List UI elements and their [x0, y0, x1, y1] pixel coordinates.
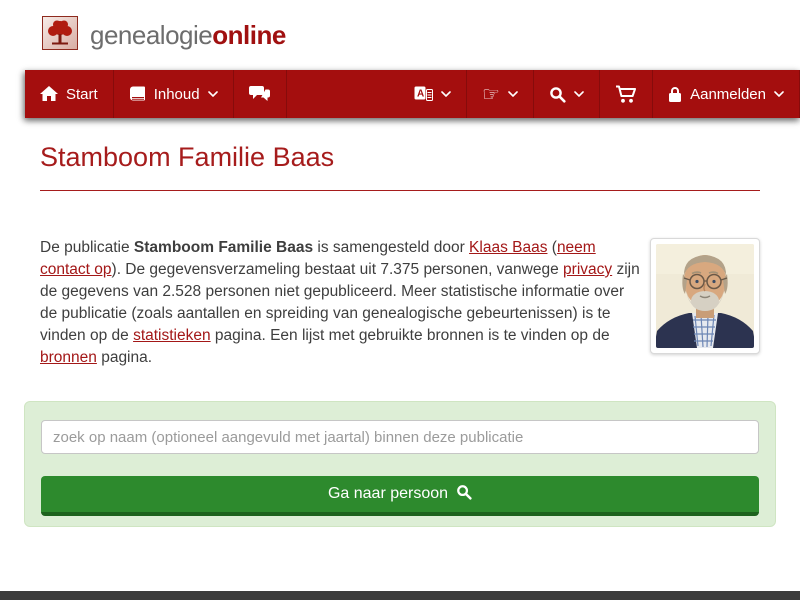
chevron-down-icon — [774, 91, 784, 97]
home-icon — [40, 86, 58, 102]
go-button-label: Ga naar persoon — [327, 485, 449, 502]
nav-label-start: Start — [66, 85, 98, 103]
tree-icon — [42, 16, 78, 55]
portrait-image — [656, 244, 754, 348]
title-divider — [40, 190, 760, 191]
intro-text: pagina. Een lijst met gebruikte bronnen is te vinden op de — [210, 327, 610, 344]
brand-wordmark: genealogieonline — [90, 20, 286, 50]
person-search-panel — [24, 401, 776, 527]
home-logo-link[interactable] — [42, 16, 286, 55]
navbar-spacer — [287, 70, 400, 118]
author-portrait-photo[interactable] — [650, 238, 760, 354]
contact-link[interactable]: neem contact op — [40, 239, 596, 278]
intro-text: ). De gegevensverzameling bestaat uit 7.375 personen, vanwege — [111, 261, 564, 278]
footer-bar — [0, 591, 800, 600]
nav-item-search[interactable] — [534, 70, 600, 118]
intro-text: zijn de gegevens van 2.528 personen niet gepubliceerd. Meer statistische informatie over de publicatie (zoals aantallen en spreiding van genealogische gebeurtenissen) is te vinden op de — [40, 261, 640, 344]
nav-label-aanmelden: Aanmelden — [690, 85, 766, 103]
go-to-person-button[interactable] — [41, 476, 759, 516]
statistics-link[interactable]: statistieken — [133, 327, 211, 344]
search-icon — [456, 484, 472, 505]
intro-text: is samengesteld door — [313, 239, 470, 256]
nav-item-inhoud[interactable] — [114, 70, 234, 118]
nav-label-inhoud: Inhoud — [153, 85, 200, 103]
intro-text: ( — [547, 239, 557, 256]
chevron-down-icon — [508, 91, 518, 97]
publication-intro-text — [40, 237, 640, 369]
publication-name: Stamboom Familie Baas — [133, 239, 314, 256]
chevron-down-icon — [441, 91, 451, 97]
chevron-down-icon — [208, 91, 218, 97]
lock-icon — [668, 86, 682, 103]
intro-text: pagina. — [96, 349, 153, 366]
nav-item-comments[interactable] — [234, 70, 287, 118]
intro-text: De publicatie — [40, 239, 134, 256]
nav-item-cart[interactable] — [600, 70, 653, 118]
language-icon — [414, 86, 433, 103]
book-icon — [129, 86, 146, 102]
comments-icon — [249, 85, 271, 103]
nav-item-language[interactable] — [399, 70, 467, 118]
privacy-link[interactable]: privacy — [563, 261, 613, 278]
nav-item-aanmelden[interactable] — [653, 70, 800, 118]
search-input[interactable] — [41, 420, 759, 454]
search-icon — [549, 86, 566, 103]
nav-item-start[interactable] — [25, 70, 114, 118]
svg-text:A: A — [417, 88, 425, 99]
cart-icon — [615, 85, 637, 104]
main-navbar — [25, 70, 800, 118]
site-header — [0, 0, 800, 70]
author-link[interactable]: Klaas Baas — [469, 239, 548, 256]
sources-link[interactable]: bronnen — [40, 349, 97, 366]
pointing-hand-icon: ☞ — [482, 82, 501, 106]
page-title: Stamboom Familie Baas — [40, 142, 335, 172]
chevron-down-icon — [574, 91, 584, 97]
nav-item-favorites[interactable] — [467, 70, 534, 118]
